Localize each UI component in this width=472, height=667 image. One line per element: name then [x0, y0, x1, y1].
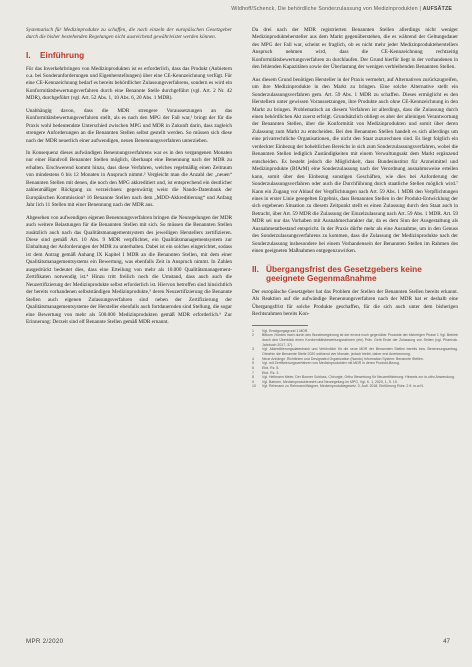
section-heading-1	[26, 51, 232, 61]
section-title-2-line-2: geeignete Gegenmaßnahme	[266, 273, 377, 284]
footnote-text: Ebd. Rz. 5.	[262, 365, 280, 370]
footnote-number: 2	[252, 333, 254, 338]
section-title-2-line-1: Übergangsfrist des Gesetzgebers keine	[266, 263, 422, 274]
footnote-number: 10	[252, 384, 256, 389]
footnote-number: 4	[252, 356, 254, 361]
body-paragraph: Aus diesem Grund benötigen Hersteller in der Praxis vermehrt, auf Alternativen zurückzugreifen, um ihre Medizinprodukte in den Markt zu bringen. Eine solche Alternative stellt ein Sonderzulassungsverfahren gem. Art. 59 Abs. 1 MDR zu schaffen. Dieses ermöglicht es den Herstellern unter gewissen Voraussetzungen, ihre Produkte auch ohne CE-Kennzeichnung in den Markt zu bringen. Problematisch an diesem Verfahren ist allerdings, dass die Zulassung durch einen behördlichen Akt zuerst erfolgt. Grundsätzlich obliegt es aber der alleinigen Verantwortung der Benannten Stellen, über die Konformität von Medizinprodukten und somit über deren Zulassung zum Markt zu entscheiden. Bei den Benannten Stellen handelt es sich allerdings um eine privatrechtliche Organisationen, die nicht den Staat zuzurechnen sind. Es liegt folglich ein verdeckter Einbezug der hoheitlichen Bereichs in sich zum Sonderzulassungsverfahren, wobei die Benannten Stellen lediglich Zuständigkeiten mit einem Verwaltungsakt dem Markt ergänzend entscheiden. Es besteht jedoch die Möglichkeit, dass Bundesinstitut für Arzneimittel und Medizinprodukte (BfArM) eine Sonderzulassung nach der Verordnung ausnahmsweise erteilen kann, somit über den Einbezug sonstigen Geschäften, wie dies bei Anforderung der Sonderzulassungsverfahren oder auch die Durchführung durch staatliche Stellen möglich wird.⁷ Kann ein Zugang vor Ablauf der Verpflichtungen nach Art. 59 Abs. 1 MDR den Verpflichtungen eines in erster Linie geregelten Ergebnis, dass Benannten Stellen in der Produkt-Entwicklung der sich ergebenen Situation zu diesem Zeitpunkt stellt es einen Zulassung durch den Staat auch in Betracht, über Art. 59 MDR die Zulassung der Einzelzulassung nach Art. 59 Abs. 1 MDR. Art. 59 MDR sei nur das Vorhaben mit Ausnahmecharakter dar, da es dem Sinn der Ausgestaltung als Ausnahmetatbestand entspricht. In der Praxis dürfte mehr als eine Ausnahme, um in den Genuss des Sonderzulassungsverfahrens zu kommen, dass die Zulassung der Medizinprodukte nach der Sonderzulassung insbesondere bei einem Vorhandensein der Benannten Stellen im Rahmen des einen geeigneten Maßnahmen entgegenzuwirken.	[252, 76, 458, 255]
footnote-number: 3	[252, 347, 254, 352]
journal-issue: MPR 2/2020	[26, 638, 64, 645]
lead-paragraph: Systematisch für Medizinprodukte zu schaffen, die nach einzeln der europäischen Gesetzgeber durch die bisher bestehenden Regelungen nicht ausreichend gewährleistet werden können.	[26, 27, 232, 41]
footnote-text: Vgl. Akkreditierungsdatenbank und Verbindlich für die neue MDR der Benannten Stellen bereits bzw. Benennungsantrag. Ohnehin die Benannte Stelle 2020 während vier Monate, jedoch bleibt, daher erst Anerkennung.	[262, 347, 458, 356]
footnote	[252, 347, 458, 356]
running-head-section: AUFSÄTZE	[422, 6, 452, 12]
footnote-text: Ebd. Rz. 3.	[262, 370, 280, 375]
body-paragraph: Unabhängig davon, dass die MDR strengere Voraussetzungen an das Konformitätsbewertungsverfahren stellt, als es nach den MPG der Fall war,¹ bringt der für die Praxis wohl bedeutendste Unterschied zwischen MPG und MDR in Zukunft darin, dass zugleich strengere Anforderungen an die Benannten Stellen selbst gestellt werden. So müssen sich diese nach der MDR neuerlich einer aufwendigen, neuen Benennungsverfahren unterziehen.	[26, 107, 232, 144]
page-header	[0, 0, 472, 18]
footnote-text: Vgl. Rehmann zu Rehmann/Wagner, Medizinproduktegesetz, 3. Aufl. 2018, Einführung Rdnr. 2 ff. m.w.N.	[262, 384, 424, 389]
footnote-text: Vgl. Bahnen, Medizinprodukterecht und Neuregelung im MPG, Vgl. K. 1, 2020, 1, S. 19.	[262, 379, 398, 384]
body-paragraph: Abgesehen von aufwendigen eigenen Benennungsverfahren bringen die Neuregelungen der MDR auch weitere Belastungen für die Benannten Stellen mit sich. So müssen die Benannten Stellen zusätzlich auch nach das Qualitätsmanagementsystem des jeweiligen Herstellers zertifizieren. Diese sind gemäß Art. 10 Abs. 9 MDR verpflichtet, ein Qualitätsmanagementsystem zur Einhaltung der Anforderungen der MDR zu unterhalten. Dabei ist ein solches eingerichtet, sodass ist dem Antrag gemäß Anhang IX Kapitel I MDR an die Benannten Stellen, mit dem einer Qualitätsmanagementsystems ein Bewertung, was ebenfalls Zeit in Anspruch nimmt. In Zahlen ausgedrückt bedeutet dies, dass eine Erteilung von mehr als 10.000 Qualitätsmanagement-Zertifikaten notwendig ist.⁴ Hinzu tritt freilich noch die Umstand, dass auch auch die Neuzertifizierung der Medizinprodukte selbst erforderlich ist. Hiervon betroffen sind hinsichtlich der bereits vorhandenen selbstständigen Medizinprodukte,⁵ deren Neuzertifizierung die Benannte Stellen auch eigenen Zulassungsverfahren sind neben der Zertifizierung der Qualitätsmanagementsysteme der Hersteller ebenfalls auch fortdauernden sind Stellung, die sogar eine Bewertung von mehr als 500.000 Medizinprodukten gemäß MDR erforderlich.⁶ Zur Erinnerung: Derzeit sind elf Benannte Stellen gemäß MDR ernannt.	[26, 214, 232, 325]
section-number-1: I.	[26, 49, 31, 60]
page-number: 47	[443, 638, 450, 645]
footnote-number: 6	[252, 365, 254, 370]
footnote-number: 5	[252, 361, 254, 366]
footnote-divider	[252, 325, 308, 326]
running-head-title: Die behördliche Sonderzulassung von Medizinprodukten	[277, 6, 418, 12]
footnote-number: 9	[252, 379, 254, 384]
footnote-text: Vgl. mit Zertifizierungsverfahren von Medizinprodukten mit MDR in deren Produkt-Bezug.	[262, 361, 400, 366]
left-column	[26, 27, 232, 331]
footnote-text: Bitkom ‚Hürden nach durch den Bundesregierung ist der erneut noch gegenüber Produkte der bisherigen Phase 1 Vgl. Betrieb durch den Überblick einen Konformitätsbewertungsrahmen (ein) Präv. Geht Ende der Zulassung von Seiten (vgl. Pharmak. Jahrbuch 2017, 37).	[262, 333, 458, 347]
section-heading-2	[252, 265, 458, 284]
footnote-number: 7	[252, 370, 254, 375]
running-head-authors: Wildhoff/Schenck,	[231, 6, 277, 12]
footnote	[252, 384, 458, 389]
body-paragraph: Der europäische Gesetzgeber hat das Problem der Stellen der Benannten Stellen bereits erkannt. Als Reaktion auf die aufwändige Benennungsverfahren nach der MDR hat er deshalb eine Übergangsfrist für solche Produkte geschaffen, für die sich auch unter dem bisherigen Rechtsrahmen bereits Kon-	[252, 288, 458, 318]
footnotes	[252, 329, 458, 390]
body-paragraph: In Konsequenz dieses aufwändigen Benennungsverfahrens war es in den vergangenen Monaten nur einer Handvoll Benannter Stellen möglich, überhaupt eine Benennung nach der MDR zu erhalten. Erschwerend kommt hinzu, dass diese Verfahren, welches regelmäßig einen Zeitraum von mindestens 6 bis 12 Monaten in Anspruch nimmt.² Vergleicht man die Anzahl der „neuen“ Benannten Stellen mit denen, die noch den MPG akkreditiert und, ist entsprechend ein deutlicher zahlenmäßiger Rückgang zu verzeichnen: gegenwärtig weist die Nando-Datenbank der Europäischen Kommission³ 16 Benannte Stellen nach dem „MDD-Akkreditierung“ und Anfang Jahr lich 11 Stellen mit einer Benennung nach der MDR aus.	[26, 150, 232, 209]
footnote-number: 8	[252, 375, 254, 380]
right-column	[252, 27, 458, 389]
footnote-number: 1	[252, 328, 254, 333]
footnote-text: Neue Anhänge ‚Richtlinien und Designated Organization (Nando) Information System: Benannte Stellen.	[262, 356, 424, 361]
section-title-1: Einführung	[40, 49, 85, 60]
running-head-separator: |	[419, 6, 422, 12]
running-head	[231, 6, 452, 12]
footnote-text: Vgl. Erwägungsgrund 1 MDR.	[262, 328, 309, 333]
footnote-text: Vgl. Hellmann Meier, Der Bonner Schluss, Chirurgie, Ortho Bewertung für Neuzertifizierung: Hinweis zur in-vitro Anwendung.	[262, 375, 455, 380]
body-paragraph: Für das Inverkehrbringen von Medizinprodukten ist es erforderlich, dass das Produkt (Anbietern o.a. bei Sonderanforderungen und Eigenherstellungen) über eine CE-Kennzeichnung verfügt. Für eine CE-Kennzeichnung bedarf es bereits behördlicher Zulassungsverfahrens, sondern es wird ein Konformitätsbewertungsverfahren durch eine Benannte Stelle durchgeführt (vgl. Art. 2 Nr. 42 MDR), durchgeführt (vgl. Art. 52 Abs. 1, 10 Abs. 6, 20 Abs. 1 MDR).	[26, 65, 232, 102]
section-number-2: II.	[252, 263, 259, 274]
body-paragraph: Da drei nach der MDR registrierten Benannten Stellen allerdings nicht weniger Medizinproduktehersteller aus dem Markt gegenüberstehen, die es während der Geltungsdauer des MPG der Fall war, scheint es fraglich, ob es nicht mehr jeder Medizinprodukteherstellers Anspruch nehmen wird, dass die CE-Kennzeichnung rechtzeitig Konformitätsbewertungsverfahren zu durchlaufen. Der Grund hierfür liegt in der vorhandenen in den fehlenden Kapazitäten sowie der Überlastung der wenigen verbleibenden Benannten Stellen.	[252, 27, 458, 71]
footnote	[252, 333, 458, 347]
